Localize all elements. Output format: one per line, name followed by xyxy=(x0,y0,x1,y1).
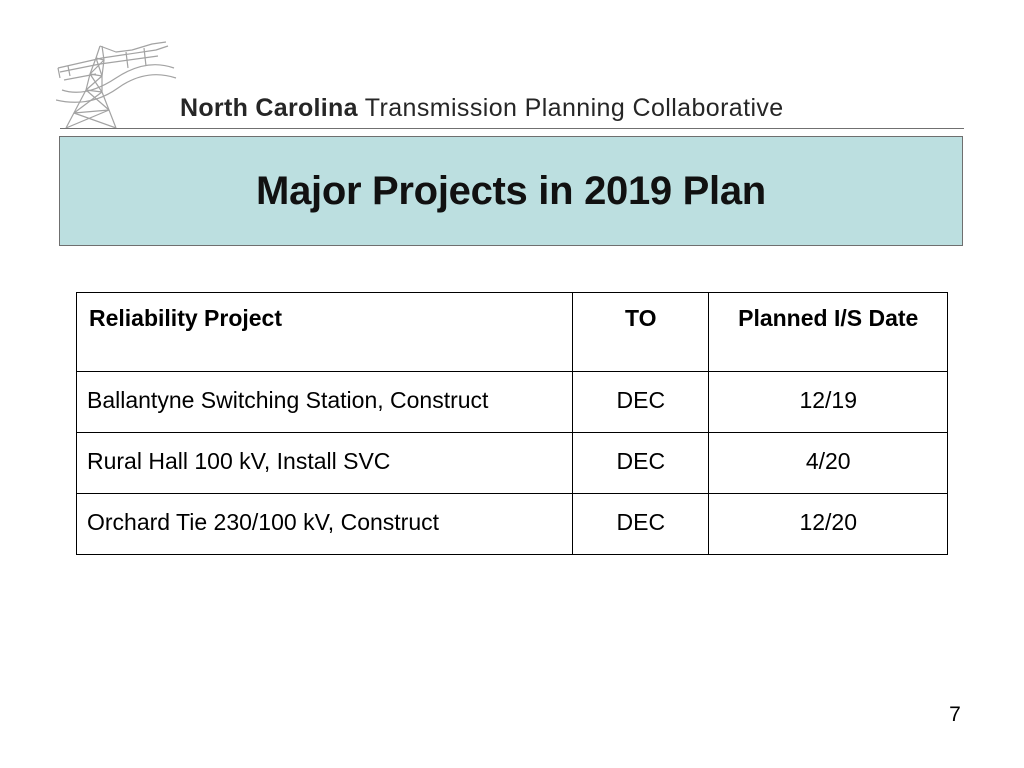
projects-table xyxy=(76,292,948,555)
project-name-cell: Ballantyne Switching Station, Construct xyxy=(77,372,573,433)
project-name-cell: Rural Hall 100 kV, Install SVC xyxy=(77,433,573,494)
organization-name xyxy=(180,90,784,126)
organization-name-bold: North Carolina xyxy=(180,94,358,122)
organization-name-light: Transmission Planning Collaborative xyxy=(364,94,784,122)
date-cell: 4/20 xyxy=(709,433,948,494)
header-reliability-project: Reliability Project xyxy=(77,293,573,372)
header-planned-is-date: Planned I/S Date xyxy=(709,293,948,372)
date-cell: 12/19 xyxy=(709,372,948,433)
table-header-row xyxy=(77,293,948,372)
header-divider xyxy=(60,128,964,129)
page-number: 7 xyxy=(949,703,961,726)
table-row xyxy=(77,372,948,433)
date-cell: 12/20 xyxy=(709,494,948,555)
to-cell: DEC xyxy=(573,494,709,555)
table-row xyxy=(77,494,948,555)
header-to: TO xyxy=(573,293,709,372)
table-row xyxy=(77,433,948,494)
to-cell: DEC xyxy=(573,372,709,433)
transmission-tower-logo xyxy=(56,38,180,130)
to-cell: DEC xyxy=(573,433,709,494)
project-name-cell: Orchard Tie 230/100 kV, Construct xyxy=(77,494,573,555)
slide-title: Major Projects in 2019 Plan xyxy=(256,168,766,213)
title-banner xyxy=(59,136,963,246)
